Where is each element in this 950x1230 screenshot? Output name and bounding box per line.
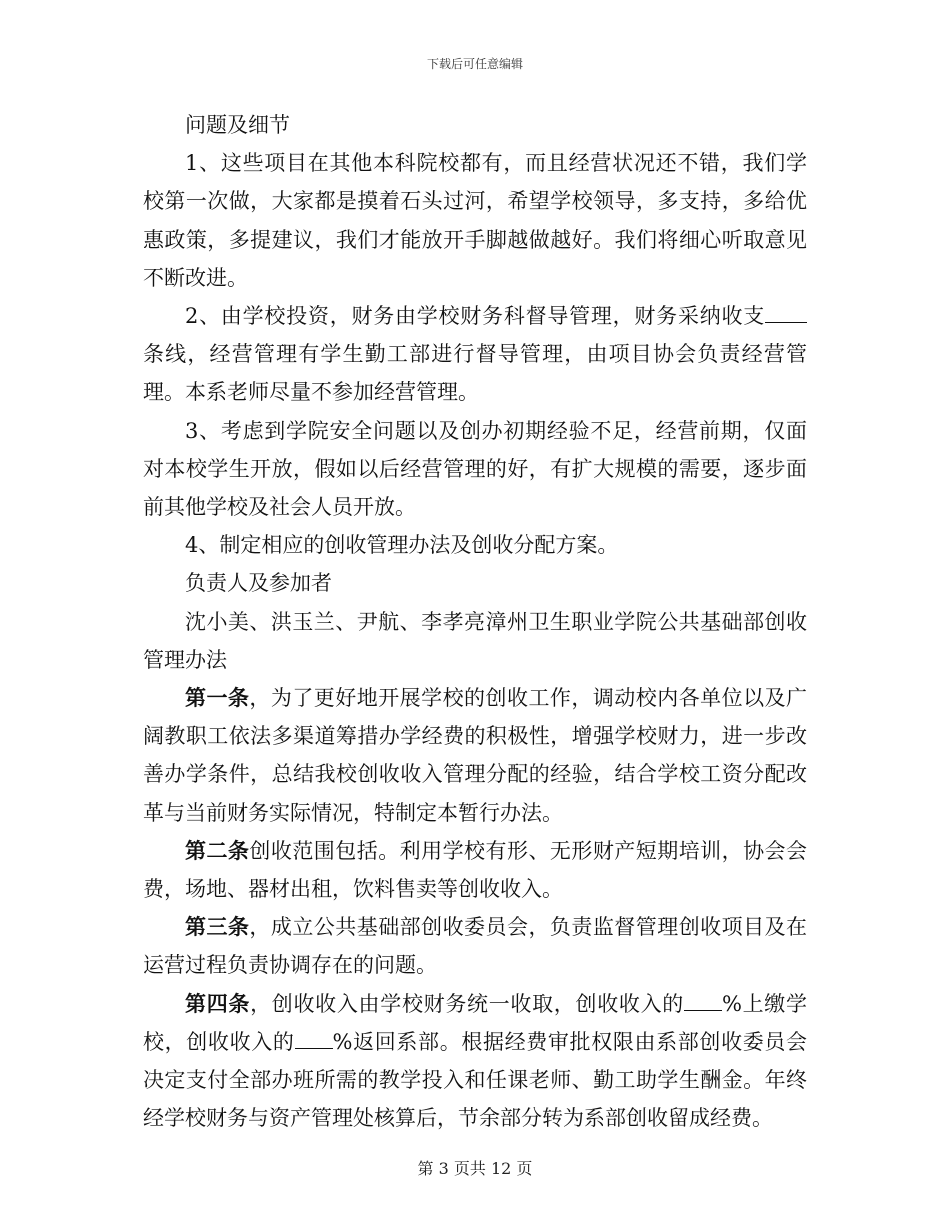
article-4-label: 第四条: [185, 990, 251, 1016]
article-3-label: 第三条: [185, 914, 250, 940]
participants-paragraph: 沈小美、洪玉兰、尹航、李孝亮漳州卫生职业学院公共基础部创收管理办法: [143, 609, 807, 672]
paragraph-item-3: 3、考虑到学院安全问题以及创办初期经验不足，经营前期，仅面对本校学生开放，假如以后经营管理的好，有扩大规模的需要，逐步面前其他学校及社会人员开放。: [143, 418, 807, 520]
page-header: 下载后可任意编辑: [426, 57, 523, 71]
article-3-text: ，成立公共基础部创收委员会，负责监督管理创收项目及在运营过程负责协调存在的问题。: [143, 915, 808, 978]
paragraph-item-1: 1、这些项目在其他本科院校都有，而且经营状况还不错，我们学校第一次做，大家都是摸着石头过河，希望学校领导，多支持，多给优惠政策，多提建议，我们才能放开手脚越做越好。我们将细心听取意见不断改进。: [143, 151, 807, 290]
article-2: [143, 832, 807, 908]
article-1: [143, 679, 807, 832]
section-heading-issues: 问题及细节: [185, 113, 290, 137]
fill-blank: [765, 300, 807, 323]
section-heading-participants: 负责人及参加者: [185, 571, 332, 596]
article-4: [143, 985, 807, 1138]
item-2-text-before: 2、由学校投资，财务由学校财务科督导管理，财务采纳收支: [185, 304, 765, 329]
fill-blank: [684, 988, 722, 1011]
article-4-text-1: ，创收收入由学校财务统一收取，创收收入的: [250, 991, 684, 1016]
fill-blank: [295, 1026, 333, 1049]
article-3: [143, 908, 807, 984]
article-4-text-2: %上缴学校，创收收入的: [143, 991, 808, 1054]
article-2-label: 第二条: [185, 837, 250, 863]
paragraph-item-2: [143, 297, 807, 412]
article-1-text: ，为了更好地开展学校的创收工作，调动校内各单位以及广阔教职工依法多渠道筹措办学经费的积极性，增强学校财力，进一步改善办学条件，总结我校创收收入管理分配的经验，结合学校工资分配改革与当前财务实际情况，特制定本暂行办法。: [143, 686, 808, 825]
page-footer: 第 3 页共 12 页: [417, 1159, 533, 1178]
article-4-text-3: %返回系部。根据经费审批权限由系部创收委员会决定支付全部办班所需的教学投入和任课老师、勤工助学生酬金。年终经学校财务与资产管理处核算后，节余部分转为系部创收留成经费。: [143, 1029, 808, 1131]
paragraph-item-4: 4、制定相应的创收管理办法及创收分配方案。: [185, 533, 619, 558]
item-2-text-after: 条线，经营管理有学生勤工部进行督导管理，由项目协会负责经营管理。本系老师尽量不参加经营管理。: [143, 342, 807, 405]
article-2-text: 创收范围包括。利用学校有形、无形财产短期培训，协会会费，场地、器材出租，饮料售卖等创收收入。: [143, 838, 808, 902]
document-body: [143, 106, 807, 1137]
article-1-label: 第一条: [185, 685, 250, 711]
